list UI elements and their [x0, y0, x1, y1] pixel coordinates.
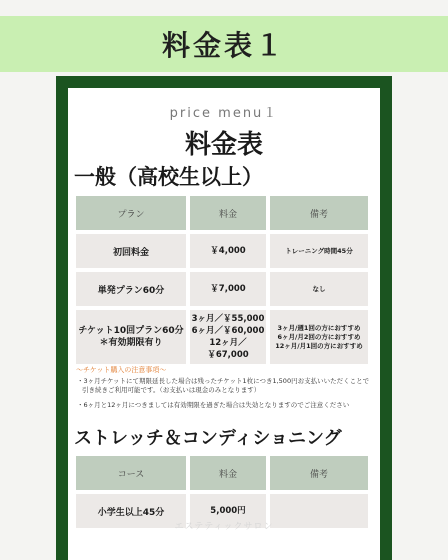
- row-first-note: トレーニング時間45分: [270, 234, 368, 268]
- ticket-note-3m: 3ヶ月/週1回の方におすすめ: [277, 323, 361, 332]
- row-ticket-price: [190, 310, 266, 364]
- card-title: 料金表: [184, 130, 263, 160]
- ticket-price-6m: 6ヶ月／￥60,000: [191, 326, 265, 336]
- page-title: 料金表１: [161, 29, 286, 62]
- watermark: エステティックサロン: [174, 522, 274, 532]
- row-first-plan: 初回料金: [76, 234, 186, 268]
- row-ticket-note: [270, 310, 368, 364]
- card-subtitle: price menu１: [169, 106, 279, 121]
- header-price: 料金: [190, 456, 266, 490]
- ticket-note-6m: 6ヶ月/月2回の方におすすめ: [277, 332, 361, 341]
- header-course: コース: [76, 456, 186, 490]
- price-card: [56, 76, 392, 560]
- header-price: 料金: [190, 196, 266, 230]
- row-course-price: 5,000円: [190, 494, 266, 528]
- note-item: ・6ヶ月と12ヶ月につきましては有効期限を過ぎた場合は失効となりますのでご注意ください: [77, 401, 350, 409]
- price-card-inner: [68, 88, 380, 560]
- ticket-notes: [76, 365, 374, 410]
- row-single-note: なし: [270, 272, 368, 306]
- note-item: ・3ヶ月チケットにて期限延長した場合は残ったチケット1枚につき1,500円お支払いいただくことで引き続きご利用可能です。（お支払いは現金のみとなります）: [77, 377, 370, 394]
- ticket-price-3m: 3ヶ月／￥55,000: [191, 314, 265, 324]
- row-ticket-plan: [76, 310, 186, 364]
- header-plan: プラン: [76, 196, 186, 230]
- ticket-plan-label: チケット10回プラン60分: [78, 326, 184, 336]
- ticket-expiry-label: ＊有効期限有り: [99, 338, 163, 348]
- ticket-note-12m: 12ヶ月/月1回の方におすすめ: [275, 341, 363, 350]
- row-first-price: ￥4,000: [190, 234, 266, 268]
- header-note: 備考: [270, 196, 368, 230]
- row-single-plan: 単発プラン60分: [76, 272, 186, 306]
- row-course: 小学生以上45分: [76, 494, 186, 528]
- general-section-heading: 一般（高校生以上）: [74, 165, 263, 189]
- stretch-section-heading: ストレッチ＆コンディショニング: [74, 428, 342, 449]
- ticket-price-12m: 12ヶ月／￥67,000: [207, 338, 249, 360]
- row-single-price: ￥7,000: [190, 272, 266, 306]
- header-note: 備考: [270, 456, 368, 490]
- notes-title: 〜チケット購入の注意事項〜: [76, 366, 167, 374]
